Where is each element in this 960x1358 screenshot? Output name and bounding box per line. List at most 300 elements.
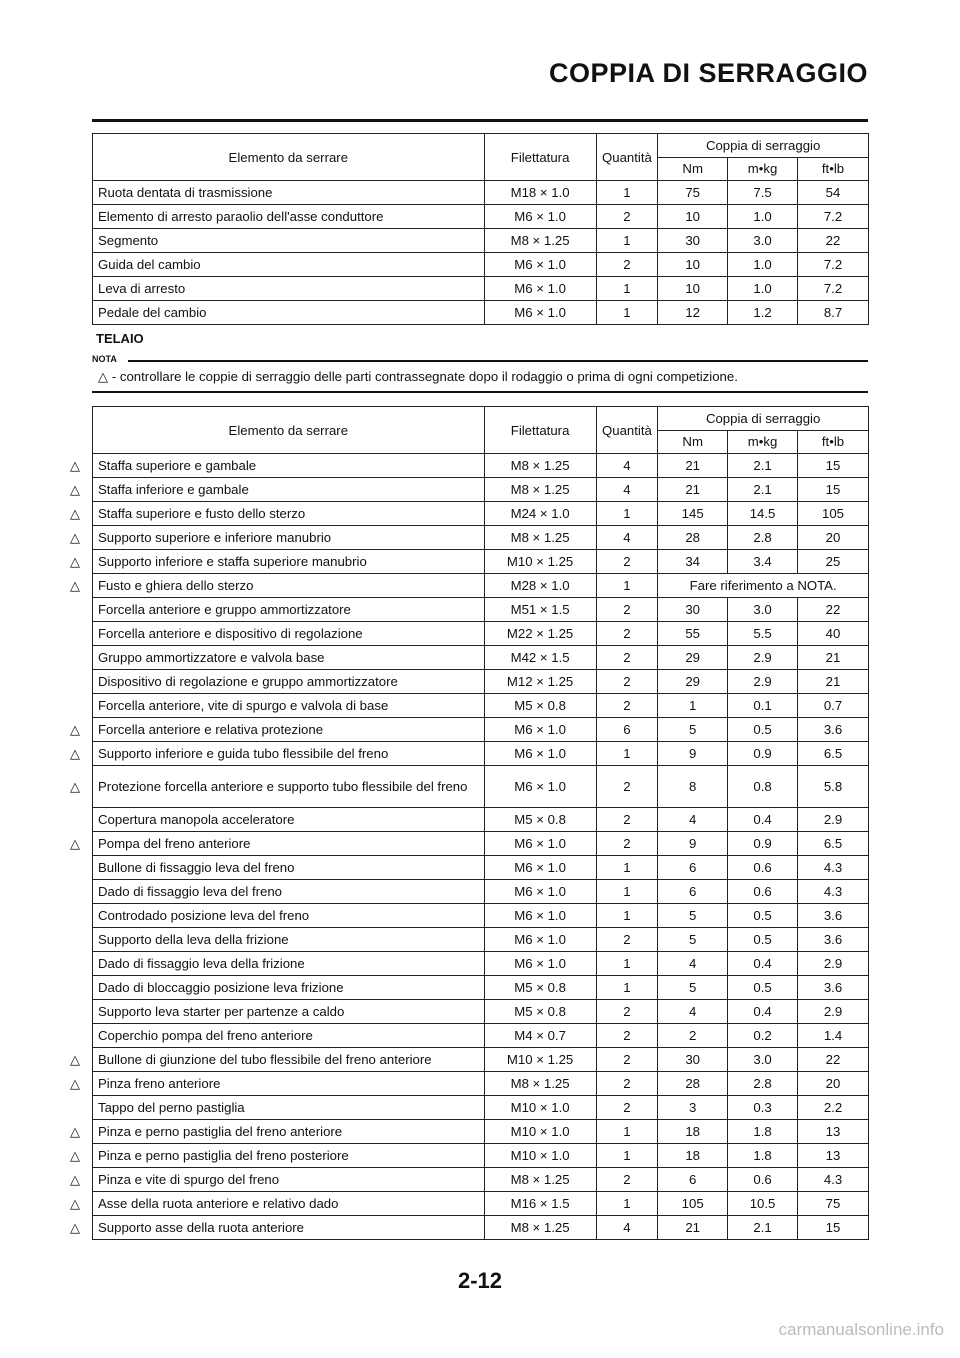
nm-cell: 28 xyxy=(658,1072,728,1096)
ftlb-cell: 15 xyxy=(798,1216,869,1240)
torque-check-icon: △ xyxy=(70,481,80,497)
element-cell: Bullone di fissaggio leva del freno xyxy=(93,856,485,880)
ftlb-cell: 8.7 xyxy=(798,301,869,325)
element-cell: Copertura manopola acceleratore xyxy=(93,808,485,832)
torque-check-icon: △ xyxy=(70,1051,80,1067)
thread-cell: M28 × 1.0 xyxy=(484,574,596,598)
qty-cell: 1 xyxy=(596,502,658,526)
qty-cell: 2 xyxy=(596,1000,658,1024)
nm-cell: 12 xyxy=(658,301,728,325)
mkg-cell: 0.6 xyxy=(728,1168,798,1192)
element-cell: Forcella anteriore e gruppo ammortizzatore xyxy=(93,598,485,622)
mkg-cell: 0.4 xyxy=(728,952,798,976)
thread-cell: M8 × 1.25 xyxy=(484,1072,596,1096)
nm-cell: 105 xyxy=(658,1192,728,1216)
qty-cell: 2 xyxy=(596,646,658,670)
mkg-cell: 0.5 xyxy=(728,718,798,742)
table-row xyxy=(93,1000,869,1024)
header-element: Elemento da serrare xyxy=(93,407,485,454)
nm-cell: 29 xyxy=(658,646,728,670)
qty-cell: 2 xyxy=(596,622,658,646)
qty-cell: 2 xyxy=(596,1168,658,1192)
qty-cell: 1 xyxy=(596,952,658,976)
mkg-cell: 1.0 xyxy=(728,205,798,229)
mkg-cell: 14.5 xyxy=(728,502,798,526)
ftlb-cell: 15 xyxy=(798,454,869,478)
table-row xyxy=(93,574,869,598)
table-row xyxy=(93,976,869,1000)
qty-cell: 2 xyxy=(596,766,658,808)
table-row xyxy=(93,478,869,502)
element-cell: Gruppo ammortizzatore e valvola base xyxy=(93,646,485,670)
table-row xyxy=(93,598,869,622)
qty-cell: 4 xyxy=(596,526,658,550)
table-row xyxy=(93,808,869,832)
engine-torque-table xyxy=(92,133,869,325)
header-thread: Filettatura xyxy=(484,134,596,181)
table-row xyxy=(93,1216,869,1240)
note-label: NOTA xyxy=(92,354,117,364)
thread-cell: M8 × 1.25 xyxy=(484,526,596,550)
mkg-cell: 2.9 xyxy=(728,670,798,694)
qty-cell: 4 xyxy=(596,478,658,502)
ftlb-cell: 7.2 xyxy=(798,277,869,301)
ftlb-cell: 2.9 xyxy=(798,808,869,832)
torque-check-icon: △ xyxy=(70,835,80,851)
header-mkg: m•kg xyxy=(728,157,798,181)
thread-cell: M5 × 0.8 xyxy=(484,1000,596,1024)
header-ftlb: ft•lb xyxy=(798,430,869,454)
thread-cell: M8 × 1.25 xyxy=(484,229,596,253)
element-cell: Forcella anteriore e dispositivo di regolazione xyxy=(93,622,485,646)
mkg-cell: 3.4 xyxy=(728,550,798,574)
torque-check-icon: △ xyxy=(70,577,80,593)
header-torque: Coppia di serraggio xyxy=(658,407,869,431)
thread-cell: M4 × 0.7 xyxy=(484,1024,596,1048)
thread-cell: M8 × 1.25 xyxy=(484,1168,596,1192)
ftlb-cell: 4.3 xyxy=(798,1168,869,1192)
mkg-cell: 2.9 xyxy=(728,646,798,670)
qty-cell: 1 xyxy=(596,277,658,301)
element-cell: Supporto leva starter per partenze a caldo xyxy=(93,1000,485,1024)
nm-cell: 2 xyxy=(658,1024,728,1048)
ftlb-cell: 1.4 xyxy=(798,1024,869,1048)
table-row xyxy=(93,502,869,526)
table-row xyxy=(93,1192,869,1216)
table-row xyxy=(93,253,869,277)
table-row xyxy=(93,766,869,808)
qty-cell: 2 xyxy=(596,1048,658,1072)
ftlb-cell: 25 xyxy=(798,550,869,574)
nm-cell: 5 xyxy=(658,928,728,952)
table-row xyxy=(93,1048,869,1072)
ftlb-cell: 6.5 xyxy=(798,742,869,766)
mkg-cell: 1.0 xyxy=(728,253,798,277)
mkg-cell: 3.0 xyxy=(728,598,798,622)
table-row xyxy=(93,1072,869,1096)
nm-cell: 29 xyxy=(658,670,728,694)
ftlb-cell: 21 xyxy=(798,670,869,694)
thread-cell: M42 × 1.5 xyxy=(484,646,596,670)
nm-cell: 1 xyxy=(658,694,728,718)
thread-cell: M5 × 0.8 xyxy=(484,976,596,1000)
ftlb-cell: 4.3 xyxy=(798,856,869,880)
table-row xyxy=(93,646,869,670)
table-row xyxy=(93,277,869,301)
header-torque: Coppia di serraggio xyxy=(658,134,869,158)
table-row xyxy=(93,904,869,928)
element-cell: Pinza e perno pastiglia del freno anteriore xyxy=(93,1120,485,1144)
page-number: 2-12 xyxy=(457,1268,503,1293)
element-cell: Staffa inferiore e gambale xyxy=(93,478,485,502)
nm-cell: 30 xyxy=(658,229,728,253)
nm-cell: 21 xyxy=(658,1216,728,1240)
torque-check-icon: △ xyxy=(70,721,80,737)
torque-check-icon: △ xyxy=(70,457,80,473)
ftlb-cell: 5.8 xyxy=(798,766,869,808)
mkg-cell: 2.1 xyxy=(728,454,798,478)
nm-cell: 30 xyxy=(658,1048,728,1072)
thread-cell: M6 × 1.0 xyxy=(484,832,596,856)
thread-cell: M6 × 1.0 xyxy=(484,766,596,808)
nm-cell: 6 xyxy=(658,880,728,904)
ftlb-cell: 75 xyxy=(798,1192,869,1216)
mkg-cell: 1.0 xyxy=(728,277,798,301)
ftlb-cell: 22 xyxy=(798,229,869,253)
qty-cell: 4 xyxy=(596,454,658,478)
nm-cell: 10 xyxy=(658,205,728,229)
table-row xyxy=(93,1024,869,1048)
element-cell: Staffa superiore e fusto dello sterzo xyxy=(93,502,485,526)
element-cell: Supporto della leva della frizione xyxy=(93,928,485,952)
table-row xyxy=(93,181,869,205)
thread-cell: M10 × 1.0 xyxy=(484,1120,596,1144)
mkg-cell: 0.6 xyxy=(728,880,798,904)
note-bottom-rule xyxy=(92,391,868,393)
torque-check-icon: △ xyxy=(70,529,80,545)
thread-cell: M12 × 1.25 xyxy=(484,670,596,694)
table-row xyxy=(93,622,869,646)
qty-cell: 1 xyxy=(596,574,658,598)
qty-cell: 1 xyxy=(596,742,658,766)
qty-cell: 1 xyxy=(596,1120,658,1144)
ftlb-cell: 4.3 xyxy=(798,880,869,904)
ftlb-cell: 3.6 xyxy=(798,904,869,928)
mkg-cell: 5.5 xyxy=(728,622,798,646)
ftlb-cell: 15 xyxy=(798,478,869,502)
header-qty: Quantità xyxy=(596,407,658,454)
nm-cell: 21 xyxy=(658,478,728,502)
header-nm: Nm xyxy=(658,157,728,181)
qty-cell: 2 xyxy=(596,550,658,574)
nm-cell: 30 xyxy=(658,598,728,622)
mkg-cell: 1.8 xyxy=(728,1120,798,1144)
element-cell: Pinza freno anteriore xyxy=(93,1072,485,1096)
ftlb-cell: 6.5 xyxy=(798,832,869,856)
mkg-cell: 0.2 xyxy=(728,1024,798,1048)
torque-check-icon: △ xyxy=(70,1075,80,1091)
table-row xyxy=(93,1096,869,1120)
mkg-cell: 3.0 xyxy=(728,229,798,253)
table-row xyxy=(93,832,869,856)
thread-cell: M8 × 1.25 xyxy=(484,454,596,478)
qty-cell: 2 xyxy=(596,205,658,229)
mkg-cell: 2.1 xyxy=(728,478,798,502)
nm-cell: 6 xyxy=(658,1168,728,1192)
element-cell: Supporto inferiore e staffa superiore manubrio xyxy=(93,550,485,574)
thread-cell: M5 × 0.8 xyxy=(484,808,596,832)
thread-cell: M6 × 1.0 xyxy=(484,301,596,325)
thread-cell: M8 × 1.25 xyxy=(484,1216,596,1240)
mkg-cell: 0.4 xyxy=(728,1000,798,1024)
nm-cell: 18 xyxy=(658,1144,728,1168)
nm-cell: 34 xyxy=(658,550,728,574)
torque-check-icon: △ xyxy=(98,369,109,384)
ftlb-cell: 3.6 xyxy=(798,928,869,952)
thread-cell: M6 × 1.0 xyxy=(484,856,596,880)
ftlb-cell: 105 xyxy=(798,502,869,526)
torque-check-icon: △ xyxy=(70,1171,80,1187)
table-row xyxy=(93,952,869,976)
mkg-cell: 7.5 xyxy=(728,181,798,205)
ftlb-cell: 7.2 xyxy=(798,205,869,229)
qty-cell: 2 xyxy=(596,1024,658,1048)
qty-cell: 2 xyxy=(596,694,658,718)
qty-cell: 2 xyxy=(596,808,658,832)
nm-cell: 21 xyxy=(658,454,728,478)
table-row xyxy=(93,1168,869,1192)
qty-cell: 2 xyxy=(596,928,658,952)
qty-cell: 1 xyxy=(596,976,658,1000)
qty-cell: 2 xyxy=(596,1072,658,1096)
nm-cell: 9 xyxy=(658,742,728,766)
table-row xyxy=(93,205,869,229)
ftlb-cell: 22 xyxy=(798,1048,869,1072)
header-element: Elemento da serrare xyxy=(93,134,485,181)
mkg-cell: 0.4 xyxy=(728,808,798,832)
thread-cell: M10 × 1.0 xyxy=(484,1144,596,1168)
frame-section-title: TELAIO xyxy=(96,331,144,346)
table-row xyxy=(93,928,869,952)
torque-check-icon: △ xyxy=(70,1195,80,1211)
qty-cell: 1 xyxy=(596,181,658,205)
mkg-cell: 0.9 xyxy=(728,742,798,766)
ftlb-cell: 3.6 xyxy=(798,976,869,1000)
nm-cell: 4 xyxy=(658,1000,728,1024)
thread-cell: M6 × 1.0 xyxy=(484,880,596,904)
mkg-cell: 0.5 xyxy=(728,904,798,928)
mkg-cell: 0.6 xyxy=(728,856,798,880)
thread-cell: M6 × 1.0 xyxy=(484,952,596,976)
element-cell: Bullone di giunzione del tubo flessibile del freno anteriore xyxy=(93,1048,485,1072)
qty-cell: 2 xyxy=(596,598,658,622)
mkg-cell: 2.8 xyxy=(728,1072,798,1096)
element-cell: Dado di bloccaggio posizione leva frizione xyxy=(93,976,485,1000)
table-row xyxy=(93,526,869,550)
mkg-cell: 0.3 xyxy=(728,1096,798,1120)
header-qty: Quantità xyxy=(596,134,658,181)
table-row xyxy=(93,856,869,880)
mkg-cell: 0.5 xyxy=(728,976,798,1000)
thread-cell: M10 × 1.25 xyxy=(484,1048,596,1072)
qty-cell: 2 xyxy=(596,670,658,694)
nm-cell: 8 xyxy=(658,766,728,808)
nm-cell: 3 xyxy=(658,1096,728,1120)
element-cell: Fusto e ghiera dello sterzo xyxy=(93,574,485,598)
element-cell: Pedale del cambio xyxy=(93,301,485,325)
nm-cell: 75 xyxy=(658,181,728,205)
element-cell: Pinza e perno pastiglia del freno posteriore xyxy=(93,1144,485,1168)
element-cell: Leva di arresto xyxy=(93,277,485,301)
ftlb-cell: 20 xyxy=(798,1072,869,1096)
mkg-cell: 0.9 xyxy=(728,832,798,856)
nm-cell: 4 xyxy=(658,952,728,976)
nm-cell: 5 xyxy=(658,904,728,928)
element-cell: Forcella anteriore, vite di spurgo e valvola di base xyxy=(93,694,485,718)
qty-cell: 2 xyxy=(596,253,658,277)
header-thread: Filettatura xyxy=(484,407,596,454)
nm-cell: 18 xyxy=(658,1120,728,1144)
qty-cell: 2 xyxy=(596,832,658,856)
element-cell: Tappo del perno pastiglia xyxy=(93,1096,485,1120)
thread-cell: M18 × 1.0 xyxy=(484,181,596,205)
table-row xyxy=(93,1120,869,1144)
thread-cell: M8 × 1.25 xyxy=(484,478,596,502)
element-cell: Dispositivo di regolazione e gruppo ammortizzatore xyxy=(93,670,485,694)
thread-cell: M6 × 1.0 xyxy=(484,253,596,277)
element-cell: Asse della ruota anteriore e relativo dado xyxy=(93,1192,485,1216)
ftlb-cell: 22 xyxy=(798,598,869,622)
qty-cell: 1 xyxy=(596,880,658,904)
mkg-cell: 0.1 xyxy=(728,694,798,718)
ftlb-cell: 13 xyxy=(798,1120,869,1144)
ftlb-cell: 2.9 xyxy=(798,952,869,976)
nm-cell: 55 xyxy=(658,622,728,646)
thread-cell: M6 × 1.0 xyxy=(484,904,596,928)
table-row xyxy=(93,742,869,766)
torque-check-icon: △ xyxy=(70,1123,80,1139)
torque-check-icon: △ xyxy=(70,778,80,794)
header-ftlb: ft•lb xyxy=(798,157,869,181)
qty-cell: 1 xyxy=(596,229,658,253)
qty-cell: 6 xyxy=(596,718,658,742)
thread-cell: M6 × 1.0 xyxy=(484,742,596,766)
element-cell: Protezione forcella anteriore e supporto tubo flessibile del freno xyxy=(93,766,485,808)
mkg-cell: 3.0 xyxy=(728,1048,798,1072)
element-cell: Coperchio pompa del freno anteriore xyxy=(93,1024,485,1048)
ftlb-cell: 20 xyxy=(798,526,869,550)
table-row xyxy=(93,1144,869,1168)
element-cell: Supporto asse della ruota anteriore xyxy=(93,1216,485,1240)
mkg-cell: 0.5 xyxy=(728,928,798,952)
ftlb-cell: 13 xyxy=(798,1144,869,1168)
nm-cell: 145 xyxy=(658,502,728,526)
thread-cell: M24 × 1.0 xyxy=(484,502,596,526)
table-row xyxy=(93,670,869,694)
watermark: carmanualsonline.info xyxy=(778,1320,944,1339)
nm-cell: 4 xyxy=(658,808,728,832)
qty-cell: 1 xyxy=(596,856,658,880)
thread-cell: M10 × 1.0 xyxy=(484,1096,596,1120)
frame-torque-table xyxy=(92,406,869,1240)
mkg-cell: 1.2 xyxy=(728,301,798,325)
nm-cell: 10 xyxy=(658,253,728,277)
thread-cell: M16 × 1.5 xyxy=(484,1192,596,1216)
element-cell: Segmento xyxy=(93,229,485,253)
element-cell: Ruota dentata di trasmissione xyxy=(93,181,485,205)
thread-cell: M6 × 1.0 xyxy=(484,718,596,742)
mkg-cell: 10.5 xyxy=(728,1192,798,1216)
qty-cell: 4 xyxy=(596,1216,658,1240)
header-rule xyxy=(92,119,868,122)
page-title: COPPIA DI SERRAGGIO xyxy=(548,58,868,88)
table-row xyxy=(93,880,869,904)
thread-cell: M6 × 1.0 xyxy=(484,928,596,952)
element-cell: Supporto superiore e inferiore manubrio xyxy=(93,526,485,550)
thread-cell: M6 × 1.0 xyxy=(484,205,596,229)
element-cell: Forcella anteriore e relativa protezione xyxy=(93,718,485,742)
torque-check-icon: △ xyxy=(70,1219,80,1235)
mkg-cell: 0.8 xyxy=(728,766,798,808)
nm-cell: 10 xyxy=(658,277,728,301)
qty-cell: 1 xyxy=(596,904,658,928)
torque-check-icon: △ xyxy=(70,1147,80,1163)
nm-cell: 28 xyxy=(658,526,728,550)
header-mkg: m•kg xyxy=(728,430,798,454)
table-row xyxy=(93,550,869,574)
ftlb-cell: 2.2 xyxy=(798,1096,869,1120)
element-cell: Pompa del freno anteriore xyxy=(93,832,485,856)
thread-cell: M10 × 1.25 xyxy=(484,550,596,574)
mkg-cell: 1.8 xyxy=(728,1144,798,1168)
qty-cell: 1 xyxy=(596,301,658,325)
ftlb-cell: 54 xyxy=(798,181,869,205)
thread-cell: M6 × 1.0 xyxy=(484,277,596,301)
ftlb-cell: 2.9 xyxy=(798,1000,869,1024)
element-cell: Controdado posizione leva del freno xyxy=(93,904,485,928)
table-row xyxy=(93,454,869,478)
note-body: - controllare le coppie di serraggio delle parti contrassegnate dopo il rodaggio o prima di ogni competizione. xyxy=(108,369,738,384)
qty-cell: 1 xyxy=(596,1192,658,1216)
thread-cell: M51 × 1.5 xyxy=(484,598,596,622)
mkg-cell: 2.8 xyxy=(728,526,798,550)
torque-check-icon: △ xyxy=(70,553,80,569)
element-cell: Dado di fissaggio leva del freno xyxy=(93,880,485,904)
torque-check-icon: △ xyxy=(70,745,80,761)
ftlb-cell: 0.7 xyxy=(798,694,869,718)
torque-check-icon: △ xyxy=(70,505,80,521)
ftlb-cell: 40 xyxy=(798,622,869,646)
thread-cell: M22 × 1.25 xyxy=(484,622,596,646)
mkg-cell: 2.1 xyxy=(728,1216,798,1240)
note-text xyxy=(98,369,738,385)
element-cell: Staffa superiore e gambale xyxy=(93,454,485,478)
table-row xyxy=(93,694,869,718)
qty-cell: 2 xyxy=(596,1096,658,1120)
element-cell: Pinza e vite di spurgo del freno xyxy=(93,1168,485,1192)
table-row xyxy=(93,229,869,253)
element-cell: Guida del cambio xyxy=(93,253,485,277)
thread-cell: M5 × 0.8 xyxy=(484,694,596,718)
nm-cell: 6 xyxy=(658,856,728,880)
table-row xyxy=(93,718,869,742)
nm-cell: 9 xyxy=(658,832,728,856)
ftlb-cell: 3.6 xyxy=(798,718,869,742)
ftlb-cell: 7.2 xyxy=(798,253,869,277)
header-nm: Nm xyxy=(658,430,728,454)
nm-cell: 5 xyxy=(658,718,728,742)
note-rule xyxy=(128,360,868,362)
